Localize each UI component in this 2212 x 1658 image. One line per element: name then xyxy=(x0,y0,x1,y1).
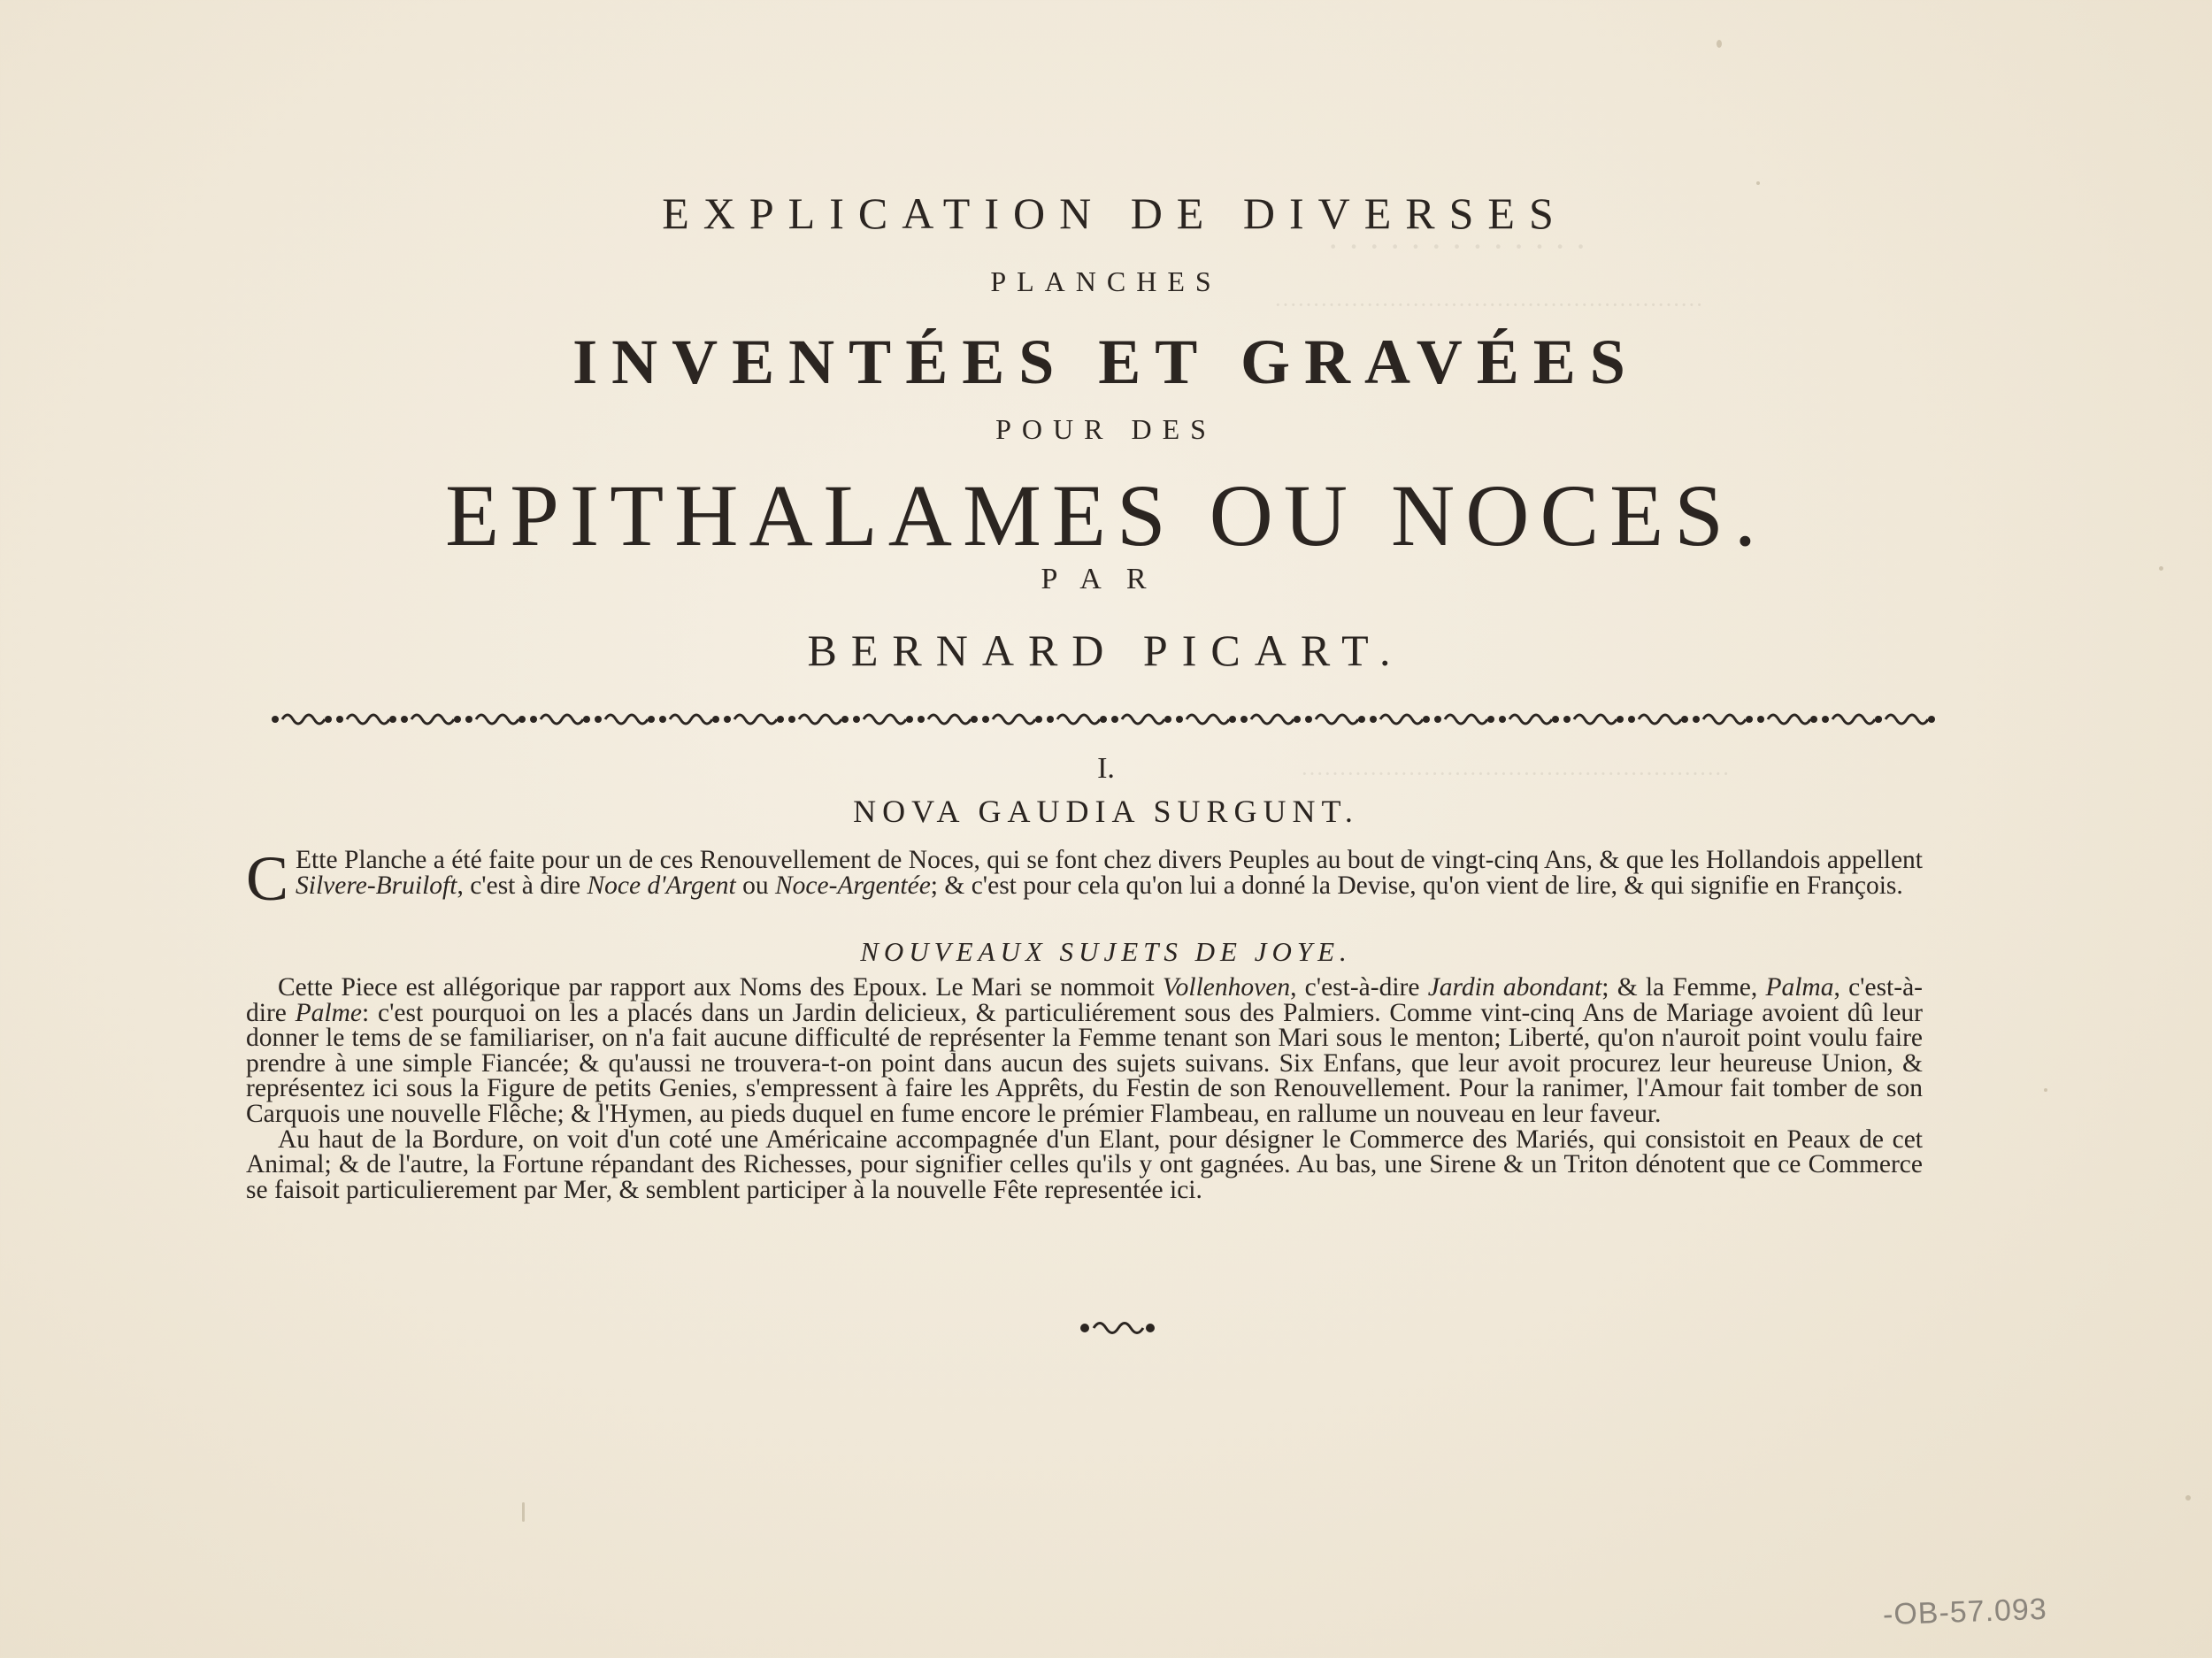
text-run: Cette Piece est allégorique par rapport aux Noms des Epoux. Le Mari se nommoit xyxy=(278,973,1163,1002)
text-run: : c'est pourquoi on les a placés dans un Jardin delicieux, & particuliérement sous des Palmiers. Comme vint-cinq Ans de Mariage avoient dû leur donner le tems de se familiariser, on n'a fait aucune difficulté de représenter la Femme tenant son Mari sous le menton; Liberté, qu'on n'auroit point voulu faire prendre à une simple Fiancée; & qu'aussi ne trouvera-t-on point dans aucun des sujets suivans. Six Enfans, que leur avoit procurez leur heureuse Union, & représentez ici sous la Figure de petits Genies, s'empressent à faire les Apprêts, du Festin de son Renouvellement. Pour la ranimer, l'Amour fait tomber de son Carquois une nouvelle Flêche; & l'Hymen, au pieds duquel en fume encore le prémier Flambeau, en rallume un nouveau en leur faveur. xyxy=(246,998,1923,1128)
subheading: NOUVEAUX SUJETS DE JOYE. xyxy=(860,936,1352,967)
italic-term: Palme xyxy=(295,998,363,1027)
text-run: , c'est-à-dire xyxy=(1290,973,1428,1002)
title-line-5: EPITHALAMES OU NOCES. xyxy=(445,466,1767,564)
text-block xyxy=(246,975,1923,1127)
foxing-spot xyxy=(522,1502,525,1522)
italic-term: Palma xyxy=(1765,973,1834,1002)
foxing-spot xyxy=(2044,1088,2047,1092)
ornamental-rule xyxy=(270,706,1938,733)
italic-term: Jardin abondant xyxy=(1427,973,1602,1002)
ornament-pattern xyxy=(272,715,1935,724)
text-run: Ette Planche a été faite pour un de ces Renouvellement de Noces, qui se font chez divers Peuples au bout de vingt-cinq Ans, & que les Hollandois appellent xyxy=(296,846,1923,874)
foxing-spot xyxy=(2185,1495,2191,1501)
author-line: BERNARD PICART. xyxy=(807,626,1405,675)
italic-term: Noce d'Argent xyxy=(587,871,736,900)
paragraph-1 xyxy=(246,843,1923,914)
text-run: , c'est à dire xyxy=(457,871,588,900)
section-motto: NOVA GAUDIA SURGUNT. xyxy=(853,794,1359,829)
show-through-text: ························································ xyxy=(1274,292,1703,318)
text-run: ou xyxy=(735,871,775,900)
foxing-spot xyxy=(1756,181,1760,185)
show-through-text: ············· xyxy=(1327,226,1596,266)
drop-cap: C xyxy=(246,843,289,914)
paragraph-2 xyxy=(246,975,1923,1202)
italic-term: Noce-Argentée xyxy=(774,871,931,900)
text-block: Au haut de la Bordure, on voit d'un coté une Américaine accompagnée d'un Elant, pour désigner le Commerce des Mariés, qui consistoit en Peaux de cet Animal; & de l'autre, la Fortune répandant des Richesses, pour signifier celles qu'ils y ont gagnées. Au bas, une Sirene & un Triton dénotent que ce Commerce se faisoit particulierement par Mer, & semblent participer à la nouvelle Fête representée ici. xyxy=(246,1125,1923,1204)
text-run: ; & c'est pour cela qu'on lui a donné la Devise, qu'on vient de lire, & qui signifie en François. xyxy=(930,871,1903,900)
foxing-spot xyxy=(1717,40,1722,48)
title-line-6: PAR xyxy=(1041,563,1171,595)
foxing-spot xyxy=(2159,566,2163,571)
title-line-3: INVENTÉES ET GRAVÉES xyxy=(572,326,1640,397)
text-run: , c'est-à-dire xyxy=(246,973,1923,1027)
archive-number: -OB-57.093 xyxy=(1882,1592,2048,1632)
tailpiece-ornament xyxy=(1078,1316,1157,1339)
section-number: I. xyxy=(1097,752,1115,785)
dutch-term: Silvere-Bruiloft xyxy=(296,871,457,900)
title-line-4: POUR DES xyxy=(995,413,1217,445)
text-run: ; & la Femme, xyxy=(1601,973,1766,1002)
title-line-1: EXPLICATION DE DIVERSES xyxy=(662,188,1568,238)
show-through-text: ························································ xyxy=(1301,761,1730,787)
title-line-2: PLANCHES xyxy=(990,265,1222,297)
italic-term: Vollenhoven xyxy=(1162,973,1291,1002)
